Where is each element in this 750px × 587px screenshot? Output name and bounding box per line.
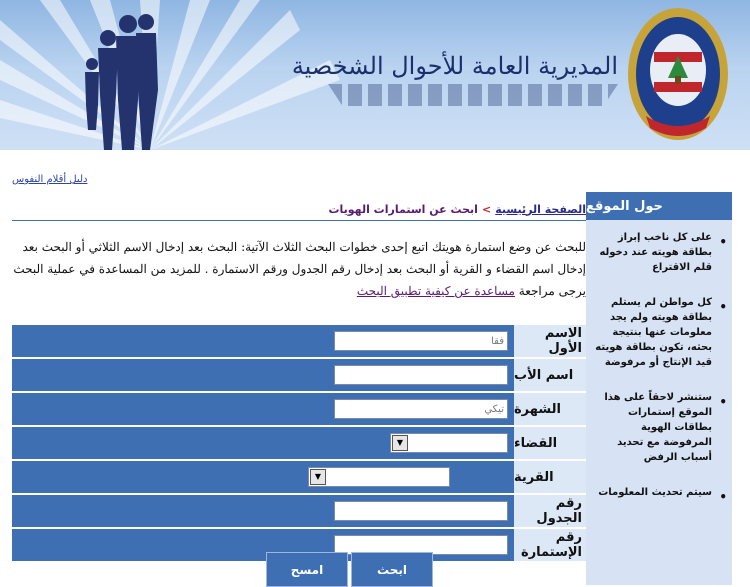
family-name-input[interactable] — [334, 399, 508, 419]
breadcrumb-home-link[interactable]: الصفحة الرئيسية — [495, 202, 586, 216]
sidebar-item: • ستنشر لاحقاً على هذا الموقع إستمارات بطاقات الهوية المرفوضة مع تحديد أسباب الرفض — [592, 390, 714, 465]
form-buttons — [266, 552, 433, 587]
form-number-label: رقم الإستمارة — [514, 529, 586, 561]
breadcrumb-current: ابحث عن استمارات الهويات — [328, 202, 478, 216]
clear-button[interactable]: امسح — [266, 552, 348, 587]
sidebar-list — [586, 220, 732, 500]
register-number-input[interactable] — [334, 501, 508, 521]
village-select[interactable] — [308, 467, 450, 487]
search-button[interactable]: ابحث — [351, 552, 433, 587]
search-help-link[interactable]: مساعدة عن كيفية تطبيق البحث — [356, 284, 515, 298]
sidebar-item: • سيتم تحديث المعلومات — [592, 485, 714, 500]
instructions-text: للبحث عن وضع استمارة هويتك اتبع إحدى خطوات البحث الثلاث الآتية: البحث بعد إدخال الاسم الثلاثي أو البحث بعد إدخال اسم القضاء و القرية أو البحث بعد إدخال رقم الجدول ورقم الاستمارة . للمزيد من المساعدة في عملية البحث يرجى مراجعة — [13, 240, 586, 298]
sidebar-title: حول الموقع — [586, 192, 732, 220]
district-label: القضاء — [514, 427, 586, 459]
header-banner — [0, 0, 750, 150]
family-name-label: الشهرة — [514, 393, 586, 425]
form-row-family-name — [12, 393, 586, 425]
village-label: القرية — [514, 461, 586, 493]
first-name-input[interactable] — [334, 331, 508, 351]
sidebar-item: • على كل ناخب إبراز بطاقة هويته عند دخوله قلم الاقتراع — [592, 230, 714, 275]
first-name-label: الاسم الأول — [514, 325, 586, 357]
form-row-village — [12, 461, 586, 493]
form-row-register-number — [12, 495, 586, 527]
father-name-input[interactable] — [334, 365, 508, 385]
chevron-down-icon[interactable]: ▼ — [392, 435, 408, 451]
register-number-label: رقم الجدول — [514, 495, 586, 527]
father-name-label: اسم الأب — [514, 359, 586, 391]
search-form — [12, 325, 586, 563]
page-title: المديرية العامة للأحوال الشخصية — [291, 52, 618, 80]
title-reflection — [328, 84, 618, 106]
sidebar — [586, 192, 732, 585]
chevron-down-icon[interactable]: ▼ — [310, 469, 326, 485]
form-row-father-name — [12, 359, 586, 391]
search-instructions — [12, 236, 586, 302]
ministry-emblem-icon — [624, 4, 732, 146]
form-row-first-name — [12, 325, 586, 357]
breadcrumb — [12, 198, 586, 221]
registry-guide-link[interactable]: دليل أقلام النفوس — [12, 174, 88, 185]
form-row-district — [12, 427, 586, 459]
sidebar-item: • كل مواطن لم يستلم بطاقة هويته ولم يجد معلومات عنها بنتيجة بحثه، تكون بطاقة هويته قيد الإنتاج أو مرفوضة — [592, 295, 714, 370]
district-select[interactable] — [390, 433, 508, 453]
breadcrumb-separator: > — [481, 202, 492, 216]
